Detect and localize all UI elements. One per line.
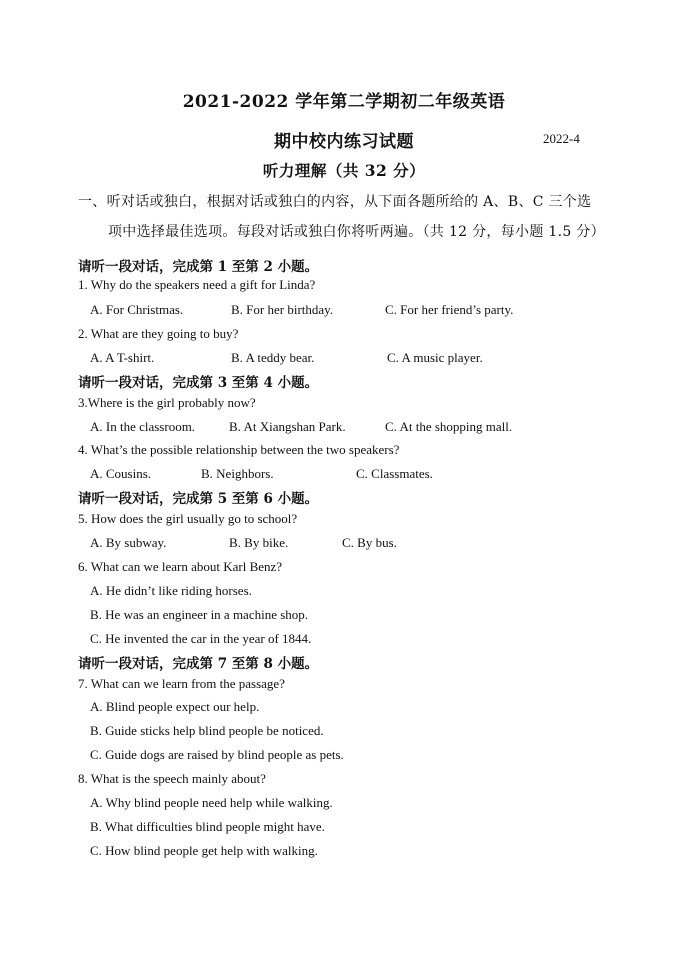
exam-title-line-1: 2021-2022 学年第二学期初二年级英语	[182, 92, 506, 112]
answer-option: B. A teddy bear.	[231, 350, 315, 365]
question-stem: 5. How does the girl usually go to school?	[78, 511, 298, 526]
answer-option: A. Why blind people need help while walking.	[90, 795, 333, 810]
part1-instruction-line-1: 一、听对话或独白，根据对话或独白的内容，从下面各题所给的 A、B、C 三个选	[78, 194, 592, 210]
answer-option: A. Cousins.	[90, 466, 152, 481]
group-heading: 请听一段对话，完成第 7 至第 8 小题。	[78, 656, 319, 672]
answer-option: B. By bike.	[229, 535, 289, 550]
exam-title-line-2: 期中校内练习试题	[274, 132, 414, 152]
answer-option: C. Classmates.	[356, 466, 433, 481]
question-stem: 1. Why do the speakers need a gift for Linda?	[78, 277, 316, 292]
answer-option: B. Neighbors.	[201, 466, 274, 481]
answer-option: B. He was an engineer in a machine shop.	[90, 607, 309, 622]
exam-date: 2022-4	[543, 131, 580, 146]
answer-option: C. Guide dogs are raised by blind people as pets.	[90, 747, 344, 762]
group-heading: 请听一段对话，完成第 5 至第 6 小题。	[78, 491, 319, 507]
answer-option: A. A T-shirt.	[90, 350, 155, 365]
answer-option: B. For her birthday.	[231, 302, 334, 317]
question-stem: 2. What are they going to buy?	[78, 326, 239, 341]
question-stem: 4. What’s the possible relationship between the two speakers?	[78, 442, 400, 457]
answer-option: A. By subway.	[90, 535, 167, 550]
question-stem: 6. What can we learn about Karl Benz?	[78, 559, 283, 574]
part1-instruction-line-2: 项中选择最佳选项。每段对话或独白你将听两遍。（共 12 分，每小题 1.5 分）	[108, 224, 605, 240]
answer-option: C. How blind people get help with walking.	[90, 843, 318, 858]
answer-option: A. In the classroom.	[90, 419, 196, 434]
answer-option: C. For her friend’s party.	[385, 302, 514, 317]
group-heading: 请听一段对话，完成第 1 至第 2 小题。	[78, 259, 319, 275]
answer-option: A. He didn’t like riding horses.	[90, 583, 252, 598]
question-stem: 8. What is the speech mainly about?	[78, 771, 266, 786]
answer-option: B. What difficulties blind people might have.	[90, 819, 325, 834]
group-heading: 请听一段对话，完成第 3 至第 4 小题。	[78, 375, 319, 391]
answer-option: C. He invented the car in the year of 1844.	[90, 631, 312, 646]
question-stem: 3.Where is the girl probably now?	[78, 395, 256, 410]
answer-option: B. At Xiangshan Park.	[229, 419, 346, 434]
answer-option: C. A music player.	[387, 350, 483, 365]
answer-option: A. For Christmas.	[90, 302, 184, 317]
answer-option: C. At the shopping mall.	[385, 419, 513, 434]
answer-option: B. Guide sticks help blind people be noticed.	[90, 723, 324, 738]
question-stem: 7. What can we learn from the passage?	[78, 676, 285, 691]
answer-option: C. By bus.	[342, 535, 397, 550]
answer-option: A. Blind people expect our help.	[90, 699, 260, 714]
section-title: 听力理解（共 32 分）	[262, 161, 426, 180]
